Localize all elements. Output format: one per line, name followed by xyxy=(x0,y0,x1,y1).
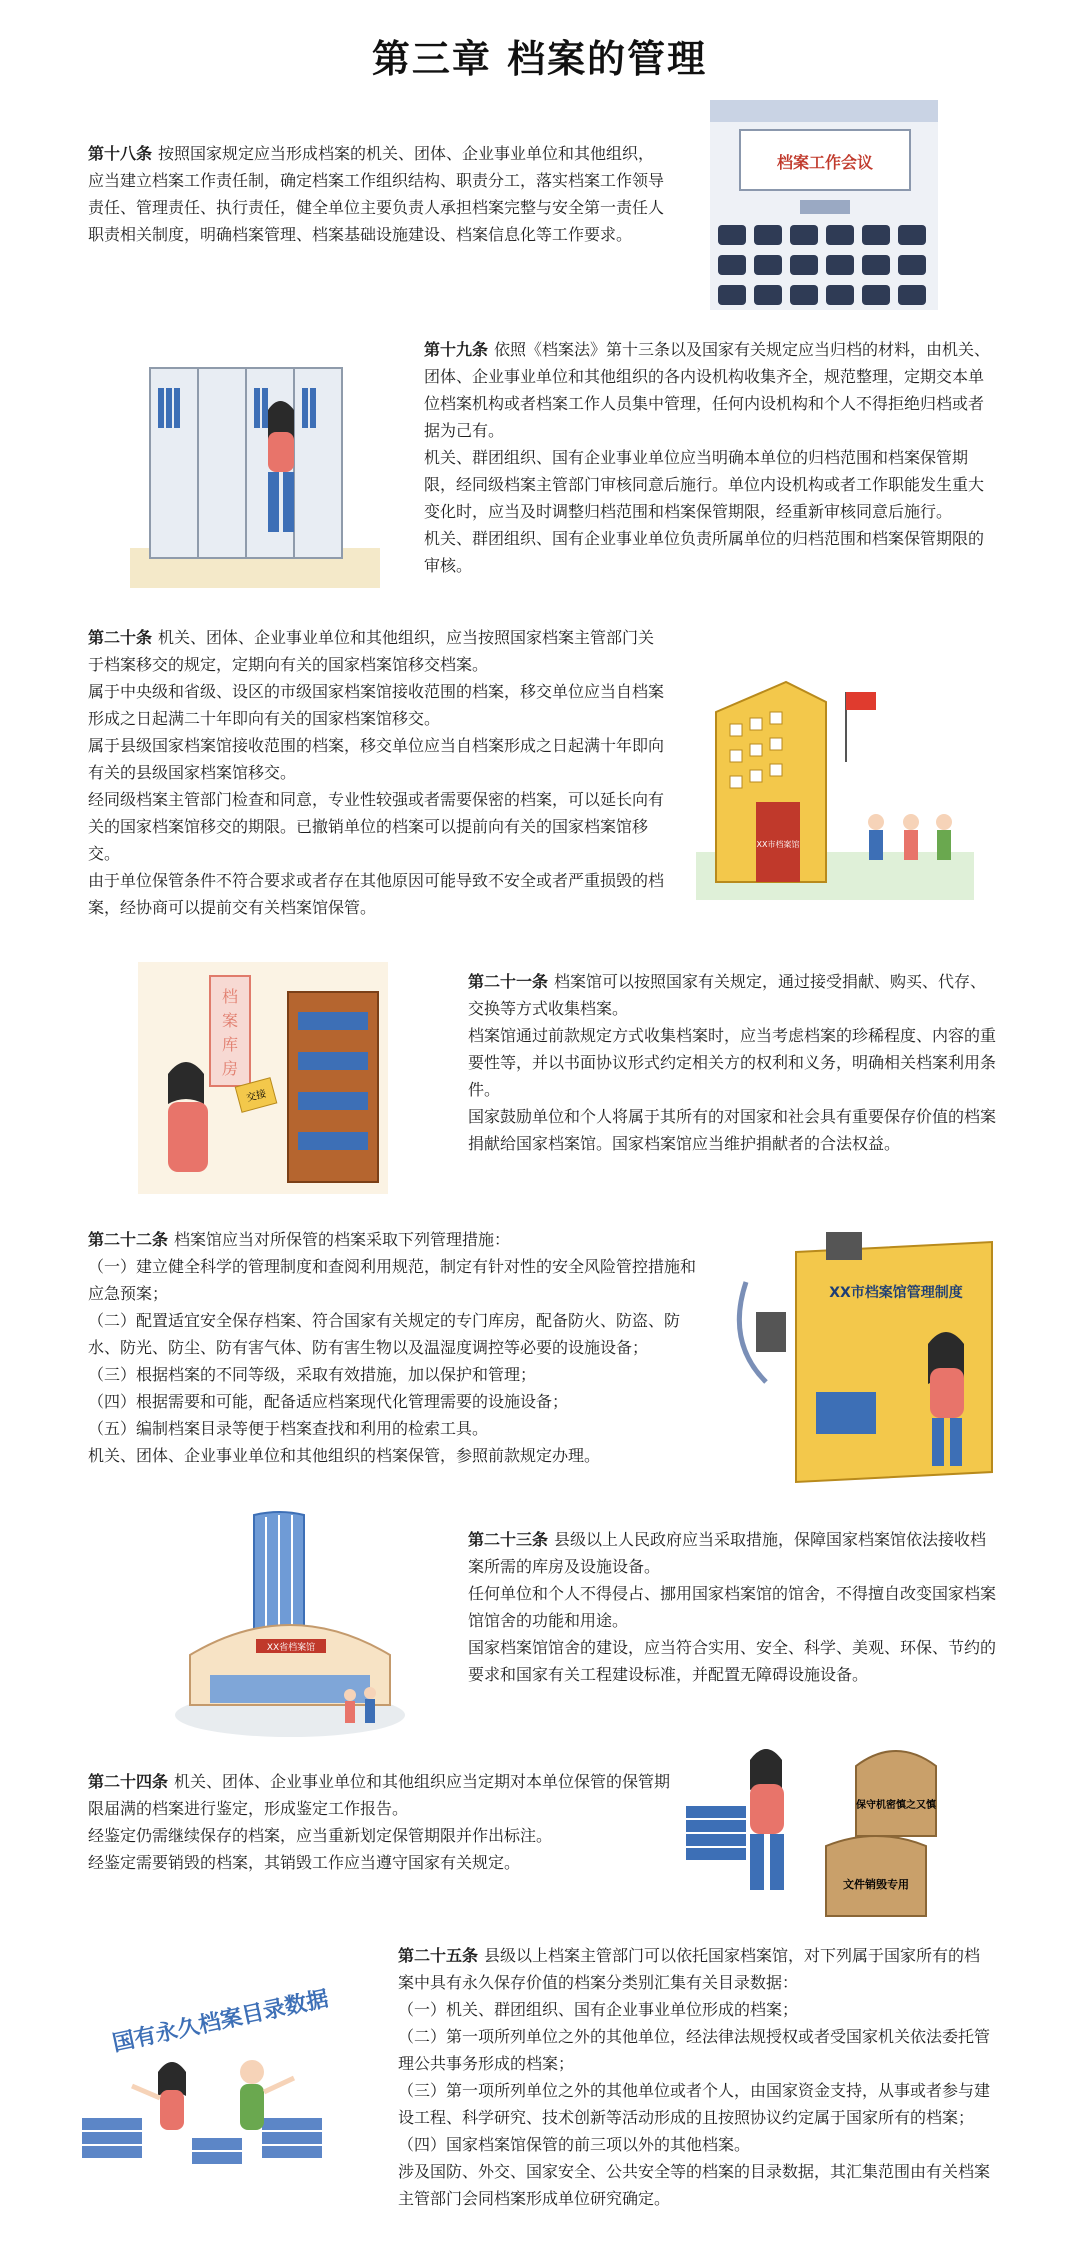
article-text: 依照《档案法》第十三条以及国家有关规定应当归档的材料，由机关、团体、企业事业单位和其他组织的各内设机构收集齐全，规范整理，定期交本单位档案机构或者档案工作人员集中管理，任何内设机构和个人不得拒绝归档或者据为己有。 xyxy=(424,340,991,440)
article-paragraph xyxy=(88,1361,706,1388)
article-paragraph xyxy=(88,1226,706,1253)
archive-room-sign-4: 房 xyxy=(221,1059,239,1078)
article-label: 第十九条 xyxy=(424,340,489,359)
article-paragraph xyxy=(88,1442,706,1469)
article-18 xyxy=(88,140,670,248)
article-paragraph xyxy=(88,624,670,678)
new-building-sign: XX省档案馆 xyxy=(266,1643,316,1653)
article-text: （四）根据需要和可能，配备适应档案现代化管理需要的设施设备； xyxy=(88,1392,569,1411)
article-paragraph xyxy=(88,1822,682,1849)
article-label: 第二十条 xyxy=(88,628,153,647)
article-paragraph xyxy=(468,1526,996,1580)
article-text: 属于中央级和省级、设区的市级国家档案馆接收范围的档案，移交单位应当自档案形成之日起满二十年即向有关的国家档案馆移交。 xyxy=(88,682,665,728)
article-label: 第二十二条 xyxy=(88,1230,169,1249)
destruction-illustration xyxy=(686,1726,966,1926)
article-text: （一）机关、群团组织、国有企业事业单位形成的档案； xyxy=(398,2000,799,2019)
bag-label-1: 保守机密慎之又慎 xyxy=(856,1800,936,1811)
article-text: （四）国家档案馆保管的前三项以外的其他档案。 xyxy=(398,2135,751,2154)
article-text: 档案馆应当对所保管的档案采取下列管理措施： xyxy=(174,1230,511,1249)
article-paragraph xyxy=(424,336,994,444)
article-text: 属于县级国家档案馆接收范围的档案，移交单位应当自档案形成之日起满十年即向有关的县级国家档案馆移交。 xyxy=(88,736,665,782)
cabinet-illustration xyxy=(130,348,380,588)
article-paragraph xyxy=(468,1634,996,1688)
file-label: 交接 xyxy=(245,1088,268,1105)
article-text: 县级以上人民政府应当采取措施，保障国家档案馆依法接收档案所需的库房及设施设备。 xyxy=(468,1530,987,1576)
article-24 xyxy=(88,1768,682,1876)
article-paragraph xyxy=(88,1388,706,1415)
article-19 xyxy=(424,336,994,579)
article-text: 国家鼓励单位和个人将属于其所有的对国家和社会具有重要保存价值的档案捐献给国家档案馆。国家档案馆应当维护捐献者的合法权益。 xyxy=(468,1107,997,1153)
meeting-illustration xyxy=(710,100,938,310)
article-23 xyxy=(468,1526,996,1688)
article-label: 第二十一条 xyxy=(468,972,549,991)
article-paragraph xyxy=(88,1415,706,1442)
building-illustration xyxy=(170,1505,410,1741)
article-21 xyxy=(468,968,996,1157)
archive-room-sign-3: 库 xyxy=(221,1035,239,1054)
article-text: 任何单位和个人不得侵占、挪用国家档案馆的馆舍，不得擅自改变国家档案馆馆舍的功能和用途。 xyxy=(468,1584,997,1630)
rules-book-title: XX市档案馆管理制度 xyxy=(829,1285,963,1301)
article-paragraph xyxy=(424,525,994,579)
article-paragraph xyxy=(88,1307,706,1361)
article-text: 按照国家规定应当形成档案的机关、团体、企业事业单位和其他组织，应当建立档案工作责任制，确定档案工作组织结构、职责分工，落实档案工作领导责任、管理责任、执行责任，健全单位主要负责人承担档案完整与安全第一责任人职责相关制度，明确档案管理、档案基础设施建设、档案信息化等工作要求。 xyxy=(88,144,665,244)
rules-illustration xyxy=(726,1222,1002,1490)
article-text: 由于单位保管条件不符合要求或者存在其他原因可能导致不安全或者严重损毁的档案，经协商可以提前交有关档案馆保管。 xyxy=(88,871,665,917)
article-paragraph xyxy=(424,444,994,525)
archive-transfer-illustration xyxy=(696,672,974,900)
meeting-banner: 档案工作会议 xyxy=(776,153,874,172)
receive-sign: XX市档案馆 xyxy=(756,840,800,849)
article-paragraph xyxy=(468,1580,996,1634)
article-22 xyxy=(88,1226,706,1469)
article-paragraph xyxy=(88,1253,706,1307)
article-paragraph xyxy=(398,2023,994,2077)
article-text: （五）编制档案目录等便于档案查找和利用的检索工具。 xyxy=(88,1419,489,1438)
article-paragraph xyxy=(88,1768,682,1822)
donation-illustration xyxy=(138,962,388,1194)
article-text: 机关、群团组织、国有企业事业单位负责所属单位的归档范围和档案保管期限的审核。 xyxy=(424,529,985,575)
archive-room-sign-1: 档 xyxy=(221,987,239,1006)
article-paragraph xyxy=(398,1996,994,2023)
article-text: （二）第一项所列单位之外的其他单位，经法律法规授权或者受国家机关依法委托管理公共事务形成的档案； xyxy=(398,2027,991,2073)
article-text: （三）第一项所列单位之外的其他单位或者个人，由国家资金支持，从事或者参与建设工程、科学研究、技术创新等活动形成的且按照协议约定属于国家所有的档案； xyxy=(398,2081,991,2127)
article-label: 第二十三条 xyxy=(468,1530,549,1549)
arc-text: 国有永久档案目录数据 xyxy=(110,1986,331,2057)
article-text: 机关、群团组织、国有企业事业单位应当明确本单位的归档范围和档案保管期限，经同级档案主管部门审核同意后施行。单位内设机构或者工作职能发生重大变化时，应当及时调整归档范围和档案保管期限，经重新审核同意后施行。 xyxy=(424,448,985,521)
article-text: 机关、团体、企业事业单位和其他组织应当定期对本单位保管的保管期限届满的档案进行鉴定，形成鉴定工作报告。 xyxy=(88,1772,671,1818)
article-text: 国家档案馆馆舍的建设，应当符合实用、安全、科学、美观、环保、节约的要求和国家有关工程建设标准，并配置无障碍设施设备。 xyxy=(468,1638,997,1684)
article-paragraph xyxy=(398,2077,994,2131)
article-paragraph xyxy=(88,786,670,867)
article-text: 档案馆通过前款规定方式收集档案时，应当考虑档案的珍稀程度、内容的重要性等，并以书面协议形式约定相关方的权利和义务，明确相关档案利用条件。 xyxy=(468,1026,997,1099)
catalog-data-illustration xyxy=(72,1968,372,2198)
article-paragraph xyxy=(88,1849,682,1876)
article-paragraph xyxy=(398,2131,994,2158)
article-paragraph xyxy=(468,1022,996,1103)
archive-room-sign-2: 案 xyxy=(221,1011,239,1030)
article-text: 档案馆可以按照国家有关规定，通过接受捐献、购买、代存、交换等方式收集档案。 xyxy=(468,972,987,1018)
page-title: 第三章 档案的管理 xyxy=(371,37,708,81)
article-text: 机关、团体、企业事业单位和其他组织的档案保管，参照前款规定办理。 xyxy=(88,1446,601,1465)
article-text: 经同级档案主管部门检查和同意，专业性较强或者需要保密的档案，可以延长向有关的国家档案馆移交的期限。已撤销单位的档案可以提前向有关的国家档案馆移交。 xyxy=(88,790,665,863)
article-paragraph xyxy=(468,1103,996,1157)
article-text: 县级以上档案主管部门可以依托国家档案馆，对下列属于国家所有的档案中具有永久保存价值的档案分类别汇集有关目录数据： xyxy=(398,1946,981,1992)
article-text: 涉及国防、外交、国家安全、公共安全等的档案的目录数据，其汇集范围由有关档案主管部门会同档案形成单位研究确定。 xyxy=(398,2162,991,2208)
article-text: （二）配置适宜安全保存档案、符合国家有关规定的专门库房，配备防火、防盗、防水、防光、防尘、防有害气体、防有害生物以及温湿度调控等必要的设施设备； xyxy=(88,1311,681,1357)
article-text: （一）建立健全科学的管理制度和查阅利用规范，制定有针对性的安全风险管控措施和应急预案； xyxy=(88,1257,697,1303)
article-paragraph xyxy=(88,140,670,248)
article-paragraph xyxy=(88,732,670,786)
article-paragraph xyxy=(398,1942,994,1996)
article-label: 第十八条 xyxy=(88,144,153,163)
article-paragraph xyxy=(468,968,996,1022)
article-25 xyxy=(398,1942,994,2212)
article-text: 经鉴定仍需继续保存的档案，应当重新划定保管期限并作出标注。 xyxy=(88,1826,553,1845)
article-label: 第二十五条 xyxy=(398,1946,479,1965)
article-text: 机关、团体、企业事业单位和其他组织，应当按照国家档案主管部门关于档案移交的规定，定期向有关的国家档案馆移交档案。 xyxy=(88,628,655,674)
article-paragraph xyxy=(398,2158,994,2212)
article-paragraph xyxy=(88,867,670,921)
article-text: 经鉴定需要销毁的档案，其销毁工作应当遵守国家有关规定。 xyxy=(88,1853,521,1872)
article-20 xyxy=(88,624,670,921)
article-paragraph xyxy=(88,678,670,732)
article-text: （三）根据档案的不同等级，采取有效措施，加以保护和管理； xyxy=(88,1365,537,1384)
bag-label-2: 文件销毁专用 xyxy=(843,1878,909,1891)
article-label: 第二十四条 xyxy=(88,1772,169,1791)
